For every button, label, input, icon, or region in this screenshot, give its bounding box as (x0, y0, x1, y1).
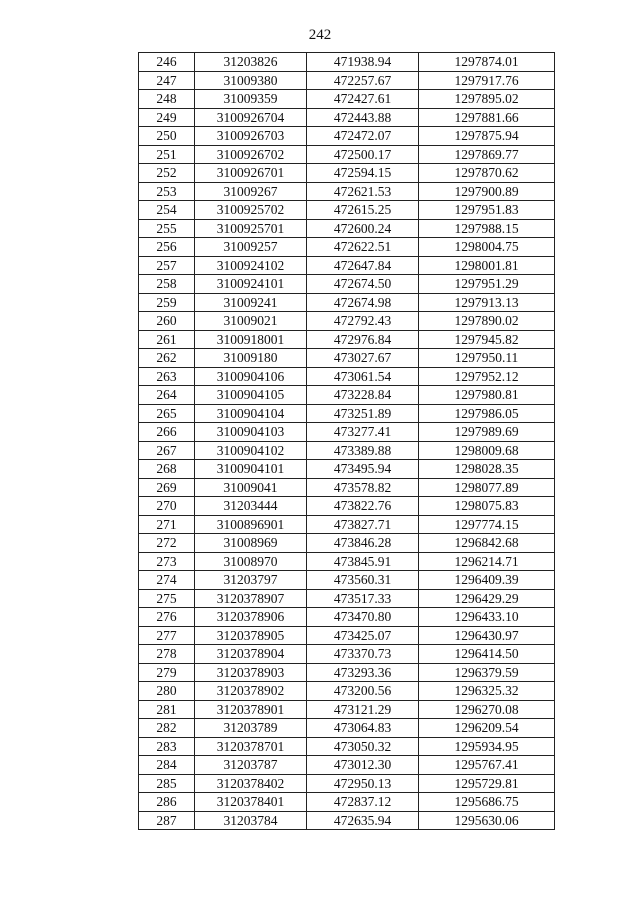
x-coordinate-cell: 472443.88 (307, 108, 419, 127)
point-id-cell: 31008970 (195, 552, 307, 571)
point-id-cell: 31009257 (195, 238, 307, 257)
point-id-cell: 3120378907 (195, 589, 307, 608)
point-number-cell: 253 (139, 182, 195, 201)
y-coordinate-cell: 1297951.29 (419, 275, 555, 294)
x-coordinate-cell: 473200.56 (307, 682, 419, 701)
point-id-cell: 3100926703 (195, 127, 307, 146)
y-coordinate-cell: 1296409.39 (419, 571, 555, 590)
x-coordinate-cell: 472674.98 (307, 293, 419, 312)
table-row (139, 478, 555, 497)
point-number-cell: 283 (139, 737, 195, 756)
point-number-cell: 270 (139, 497, 195, 516)
x-coordinate-cell: 473389.88 (307, 441, 419, 460)
point-number-cell: 276 (139, 608, 195, 627)
point-number-cell: 261 (139, 330, 195, 349)
point-number-cell: 256 (139, 238, 195, 257)
table-row (139, 811, 555, 830)
coordinates-table (138, 52, 555, 830)
table-row (139, 737, 555, 756)
point-number-cell: 281 (139, 700, 195, 719)
point-number-cell: 257 (139, 256, 195, 275)
point-id-cell: 31203444 (195, 497, 307, 516)
point-number-cell: 252 (139, 164, 195, 183)
point-id-cell: 3120378903 (195, 663, 307, 682)
point-number-cell: 287 (139, 811, 195, 830)
point-id-cell: 31009380 (195, 71, 307, 90)
point-id-cell: 3100925702 (195, 201, 307, 220)
y-coordinate-cell: 1297774.15 (419, 515, 555, 534)
y-coordinate-cell: 1295686.75 (419, 793, 555, 812)
table-row (139, 275, 555, 294)
x-coordinate-cell: 473061.54 (307, 367, 419, 386)
y-coordinate-cell: 1295767.41 (419, 756, 555, 775)
y-coordinate-cell: 1296270.08 (419, 700, 555, 719)
table-row (139, 589, 555, 608)
table-row (139, 423, 555, 442)
point-id-cell: 31009359 (195, 90, 307, 109)
x-coordinate-cell: 473050.32 (307, 737, 419, 756)
point-id-cell: 3120378401 (195, 793, 307, 812)
table-row (139, 53, 555, 72)
y-coordinate-cell: 1296214.71 (419, 552, 555, 571)
x-coordinate-cell: 472622.51 (307, 238, 419, 257)
point-number-cell: 263 (139, 367, 195, 386)
point-id-cell: 3120378904 (195, 645, 307, 664)
table-row (139, 349, 555, 368)
y-coordinate-cell: 1297952.12 (419, 367, 555, 386)
table-row (139, 552, 555, 571)
point-number-cell: 254 (139, 201, 195, 220)
point-id-cell: 3100924102 (195, 256, 307, 275)
y-coordinate-cell: 1298004.75 (419, 238, 555, 257)
y-coordinate-cell: 1295934.95 (419, 737, 555, 756)
point-number-cell: 268 (139, 460, 195, 479)
x-coordinate-cell: 473827.71 (307, 515, 419, 534)
point-id-cell: 3120378701 (195, 737, 307, 756)
y-coordinate-cell: 1296414.50 (419, 645, 555, 664)
point-id-cell: 3120378901 (195, 700, 307, 719)
x-coordinate-cell: 473578.82 (307, 478, 419, 497)
point-id-cell: 3100904106 (195, 367, 307, 386)
table-row (139, 386, 555, 405)
table-row (139, 71, 555, 90)
y-coordinate-cell: 1296842.68 (419, 534, 555, 553)
point-id-cell: 3100904103 (195, 423, 307, 442)
table-row (139, 700, 555, 719)
x-coordinate-cell: 473822.76 (307, 497, 419, 516)
point-id-cell: 3100904105 (195, 386, 307, 405)
table-row (139, 663, 555, 682)
table-row (139, 626, 555, 645)
point-id-cell: 3120378902 (195, 682, 307, 701)
y-coordinate-cell: 1298077.89 (419, 478, 555, 497)
x-coordinate-cell: 472621.53 (307, 182, 419, 201)
y-coordinate-cell: 1298028.35 (419, 460, 555, 479)
point-id-cell: 3100926702 (195, 145, 307, 164)
y-coordinate-cell: 1297988.15 (419, 219, 555, 238)
point-id-cell: 3100918001 (195, 330, 307, 349)
x-coordinate-cell: 472257.67 (307, 71, 419, 90)
x-coordinate-cell: 473495.94 (307, 460, 419, 479)
point-id-cell: 3120378906 (195, 608, 307, 627)
y-coordinate-cell: 1297986.05 (419, 404, 555, 423)
point-id-cell: 3100904101 (195, 460, 307, 479)
table-row (139, 145, 555, 164)
y-coordinate-cell: 1297989.69 (419, 423, 555, 442)
x-coordinate-cell: 473012.30 (307, 756, 419, 775)
x-coordinate-cell: 473121.29 (307, 700, 419, 719)
x-coordinate-cell: 472594.15 (307, 164, 419, 183)
point-number-cell: 286 (139, 793, 195, 812)
point-id-cell: 31203784 (195, 811, 307, 830)
point-id-cell: 31009021 (195, 312, 307, 331)
point-id-cell: 31203797 (195, 571, 307, 590)
x-coordinate-cell: 473277.41 (307, 423, 419, 442)
y-coordinate-cell: 1297869.77 (419, 145, 555, 164)
point-id-cell: 3100926701 (195, 164, 307, 183)
point-id-cell: 31009267 (195, 182, 307, 201)
x-coordinate-cell: 473027.67 (307, 349, 419, 368)
table-row (139, 534, 555, 553)
table-row (139, 219, 555, 238)
y-coordinate-cell: 1297874.01 (419, 53, 555, 72)
point-number-cell: 282 (139, 719, 195, 738)
x-coordinate-cell: 472792.43 (307, 312, 419, 331)
x-coordinate-cell: 472635.94 (307, 811, 419, 830)
x-coordinate-cell: 473517.33 (307, 589, 419, 608)
y-coordinate-cell: 1296433.10 (419, 608, 555, 627)
point-number-cell: 260 (139, 312, 195, 331)
point-id-cell: 3120378905 (195, 626, 307, 645)
y-coordinate-cell: 1295630.06 (419, 811, 555, 830)
point-number-cell: 273 (139, 552, 195, 571)
y-coordinate-cell: 1297870.62 (419, 164, 555, 183)
point-number-cell: 250 (139, 127, 195, 146)
point-id-cell: 3120378402 (195, 774, 307, 793)
table-row (139, 238, 555, 257)
point-id-cell: 3100926704 (195, 108, 307, 127)
x-coordinate-cell: 473370.73 (307, 645, 419, 664)
table-row (139, 108, 555, 127)
point-number-cell: 266 (139, 423, 195, 442)
point-number-cell: 264 (139, 386, 195, 405)
table-row (139, 774, 555, 793)
point-number-cell: 259 (139, 293, 195, 312)
table-row (139, 515, 555, 534)
y-coordinate-cell: 1298075.83 (419, 497, 555, 516)
point-number-cell: 274 (139, 571, 195, 590)
point-id-cell: 31008969 (195, 534, 307, 553)
y-coordinate-cell: 1297917.76 (419, 71, 555, 90)
y-coordinate-cell: 1298009.68 (419, 441, 555, 460)
x-coordinate-cell: 472427.61 (307, 90, 419, 109)
y-coordinate-cell: 1295729.81 (419, 774, 555, 793)
x-coordinate-cell: 472976.84 (307, 330, 419, 349)
coordinates-table-body (139, 53, 555, 830)
point-number-cell: 267 (139, 441, 195, 460)
table-row (139, 719, 555, 738)
x-coordinate-cell: 472472.07 (307, 127, 419, 146)
table-row (139, 90, 555, 109)
point-number-cell: 275 (139, 589, 195, 608)
table-row (139, 201, 555, 220)
x-coordinate-cell: 473560.31 (307, 571, 419, 590)
y-coordinate-cell: 1298001.81 (419, 256, 555, 275)
point-id-cell: 31009241 (195, 293, 307, 312)
point-number-cell: 269 (139, 478, 195, 497)
table-row (139, 682, 555, 701)
x-coordinate-cell: 472647.84 (307, 256, 419, 275)
y-coordinate-cell: 1297913.13 (419, 293, 555, 312)
point-id-cell: 3100925701 (195, 219, 307, 238)
table-row (139, 608, 555, 627)
x-coordinate-cell: 472674.50 (307, 275, 419, 294)
point-number-cell: 262 (139, 349, 195, 368)
y-coordinate-cell: 1297881.66 (419, 108, 555, 127)
x-coordinate-cell: 473228.84 (307, 386, 419, 405)
point-id-cell: 3100896901 (195, 515, 307, 534)
point-number-cell: 251 (139, 145, 195, 164)
y-coordinate-cell: 1297950.11 (419, 349, 555, 368)
y-coordinate-cell: 1296429.29 (419, 589, 555, 608)
point-number-cell: 247 (139, 71, 195, 90)
point-id-cell: 31203787 (195, 756, 307, 775)
point-number-cell: 271 (139, 515, 195, 534)
point-id-cell: 31009180 (195, 349, 307, 368)
table-row (139, 460, 555, 479)
x-coordinate-cell: 472837.12 (307, 793, 419, 812)
x-coordinate-cell: 472600.24 (307, 219, 419, 238)
point-id-cell: 31203789 (195, 719, 307, 738)
point-number-cell: 248 (139, 90, 195, 109)
point-number-cell: 265 (139, 404, 195, 423)
y-coordinate-cell: 1296430.97 (419, 626, 555, 645)
table-row (139, 182, 555, 201)
y-coordinate-cell: 1297890.02 (419, 312, 555, 331)
y-coordinate-cell: 1297945.82 (419, 330, 555, 349)
x-coordinate-cell: 473425.07 (307, 626, 419, 645)
table-row (139, 256, 555, 275)
point-id-cell: 31009041 (195, 478, 307, 497)
y-coordinate-cell: 1297895.02 (419, 90, 555, 109)
table-row (139, 756, 555, 775)
y-coordinate-cell: 1296379.59 (419, 663, 555, 682)
page-number: 242 (308, 27, 332, 43)
point-id-cell: 3100904102 (195, 441, 307, 460)
table-row (139, 330, 555, 349)
x-coordinate-cell: 471938.94 (307, 53, 419, 72)
y-coordinate-cell: 1297875.94 (419, 127, 555, 146)
x-coordinate-cell: 472615.25 (307, 201, 419, 220)
x-coordinate-cell: 473251.89 (307, 404, 419, 423)
table-row (139, 497, 555, 516)
table-row (139, 441, 555, 460)
point-number-cell: 255 (139, 219, 195, 238)
table-row (139, 164, 555, 183)
point-number-cell: 272 (139, 534, 195, 553)
x-coordinate-cell: 473293.36 (307, 663, 419, 682)
x-coordinate-cell: 472500.17 (307, 145, 419, 164)
table-row (139, 293, 555, 312)
point-number-cell: 249 (139, 108, 195, 127)
table-row (139, 127, 555, 146)
point-number-cell: 277 (139, 626, 195, 645)
x-coordinate-cell: 473470.80 (307, 608, 419, 627)
y-coordinate-cell: 1297980.81 (419, 386, 555, 405)
table-row (139, 571, 555, 590)
point-id-cell: 31203826 (195, 53, 307, 72)
y-coordinate-cell: 1297951.83 (419, 201, 555, 220)
point-id-cell: 3100924101 (195, 275, 307, 294)
point-number-cell: 285 (139, 774, 195, 793)
table-row (139, 367, 555, 386)
table-row (139, 404, 555, 423)
y-coordinate-cell: 1296209.54 (419, 719, 555, 738)
point-number-cell: 280 (139, 682, 195, 701)
table-row (139, 793, 555, 812)
x-coordinate-cell: 472950.13 (307, 774, 419, 793)
y-coordinate-cell: 1297900.89 (419, 182, 555, 201)
point-id-cell: 3100904104 (195, 404, 307, 423)
point-number-cell: 279 (139, 663, 195, 682)
x-coordinate-cell: 473064.83 (307, 719, 419, 738)
table-row (139, 312, 555, 331)
point-number-cell: 246 (139, 53, 195, 72)
x-coordinate-cell: 473846.28 (307, 534, 419, 553)
table-row (139, 645, 555, 664)
point-number-cell: 278 (139, 645, 195, 664)
y-coordinate-cell: 1296325.32 (419, 682, 555, 701)
point-number-cell: 284 (139, 756, 195, 775)
point-number-cell: 258 (139, 275, 195, 294)
x-coordinate-cell: 473845.91 (307, 552, 419, 571)
